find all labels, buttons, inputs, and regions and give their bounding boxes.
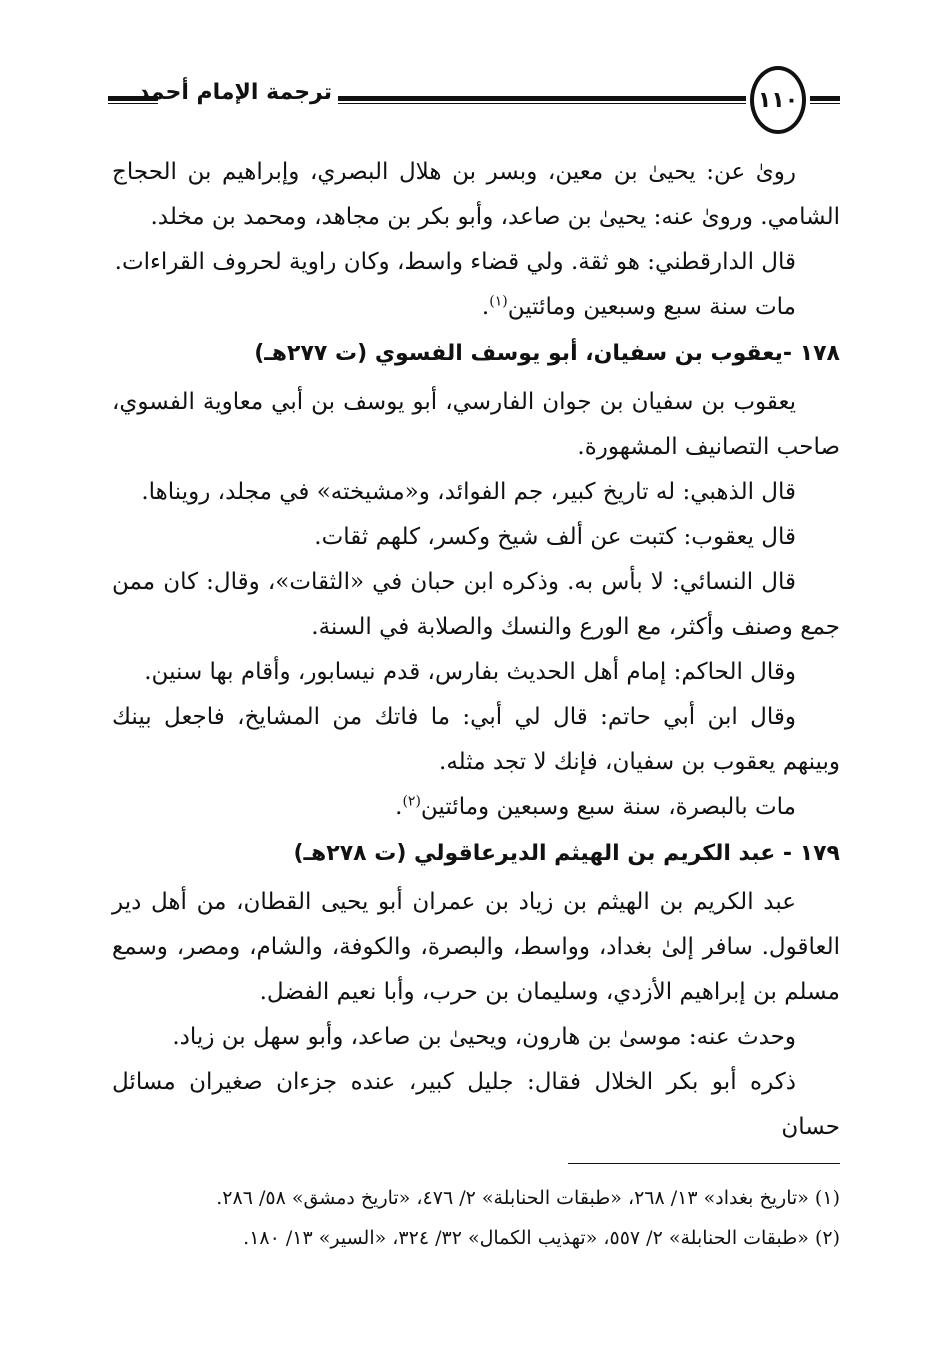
header-rule-right (810, 96, 840, 104)
paragraph: وقال الحاكم: إمام أهل الحديث بفارس، قدم نيسابور، وأقام بها سنين. (144, 659, 796, 685)
footnote-marker: (١) (489, 293, 508, 310)
paragraph-end: . (395, 794, 403, 820)
paragraph: قال يعقوب: كتبت عن ألف شيخ وكسر، كلهم ثقات. (314, 524, 796, 550)
footnote-separator (568, 1163, 840, 1164)
page-number: ١١٠ (757, 87, 799, 113)
paragraph: وحدث عنه: موسىٰ بن هارون، ويحيىٰ بن صاعد، وأبو سهل بن زياد. (172, 1024, 796, 1050)
paragraph-text: مات سنة سبع وسبعين ومائتين (507, 294, 796, 320)
paragraph (112, 285, 840, 330)
paragraph: روىٰ عن: يحيىٰ بن معين، وبسر بن هلال البصري، وإبراهيم بن الحجاج الشامي. وروىٰ عنه: يحيىٰ بن صاعد، وأبو بكر بن مجاهد، ومحمد بن مخلد. (112, 159, 840, 230)
footnotes (112, 1178, 840, 1258)
paragraph: قال النسائي: لا بأس به. وذكره ابن حبان في «الثقات»، وقال: كان ممن جمع وصنف وأكثر، مع الورع والنسك والصلابة في السنة. (112, 569, 840, 640)
paragraph: قال الذهبي: له تاريخ كبير، جم الفوائد، و«مشيخته» في مجلد، رويناها. (141, 479, 796, 505)
entry-heading: ١٧٩ - عبد الكريم بن الهيثم الديرعاقولي (ت ٢٧٨هـ) (293, 841, 840, 866)
page-number-badge (750, 66, 806, 134)
running-title: ترجمة الإمام أحمد (138, 80, 332, 105)
paragraph: عبد الكريم بن الهيثم بن زياد بن عمران أبو يحيى القطان، من أهل دير العاقول. سافر إلىٰ بغداد، وواسط، والبصرة، والكوفة، والشام، ومصر، وسمع مسلم بن إبراهيم الأزدي، وسليمان بن حرب، وأبا نعيم الفضل. (112, 889, 840, 1005)
paragraph: وقال ابن أبي حاتم: قال لي أبي: ما فاتك من المشايخ، فاجعل بينك وبينهم يعقوب بن سفيان، فإنك لا تجد مثله. (112, 704, 840, 775)
page-header (108, 62, 840, 138)
header-rule-middle (338, 96, 746, 104)
footnote-marker: (٢) (402, 793, 421, 810)
footnote: (٢) «طبقات الحنابلة» ٢/ ٥٥٧، «تهذيب الكمال» ٣٢/ ٣٢٤، «السير» ١٣/ ١٨٠. (243, 1227, 840, 1249)
paragraph: قال الدارقطني: هو ثقة. ولي قضاء واسط، وكان راوية لحروف القراءات. (114, 249, 796, 275)
paragraph-end: . (481, 294, 490, 320)
main-text (112, 150, 840, 1150)
footnote: (١) «تاريخ بغداد» ١٣/ ٢٦٨، «طبقات الحنابلة» ٢/ ٤٧٦، «تاريخ دمشق» ٥٨/ ٢٨٦. (216, 1187, 840, 1209)
paragraph (112, 785, 840, 830)
paragraph: ذكره أبو بكر الخلال فقال: جليل كبير، عنده جزءان صغيران مسائل حسان (112, 1069, 840, 1140)
paragraph-text: مات بالبصرة، سنة سبع وسبعين ومائتين (420, 794, 796, 820)
entry-heading: ١٧٨ -يعقوب بن سفيان، أبو يوسف الفسوي (ت ٢٧٧هـ) (254, 341, 840, 366)
paragraph: يعقوب بن سفيان بن جوان الفارسي، أبو يوسف بن أبي معاوية الفسوي، صاحب التصانيف المشهورة. (112, 389, 840, 460)
